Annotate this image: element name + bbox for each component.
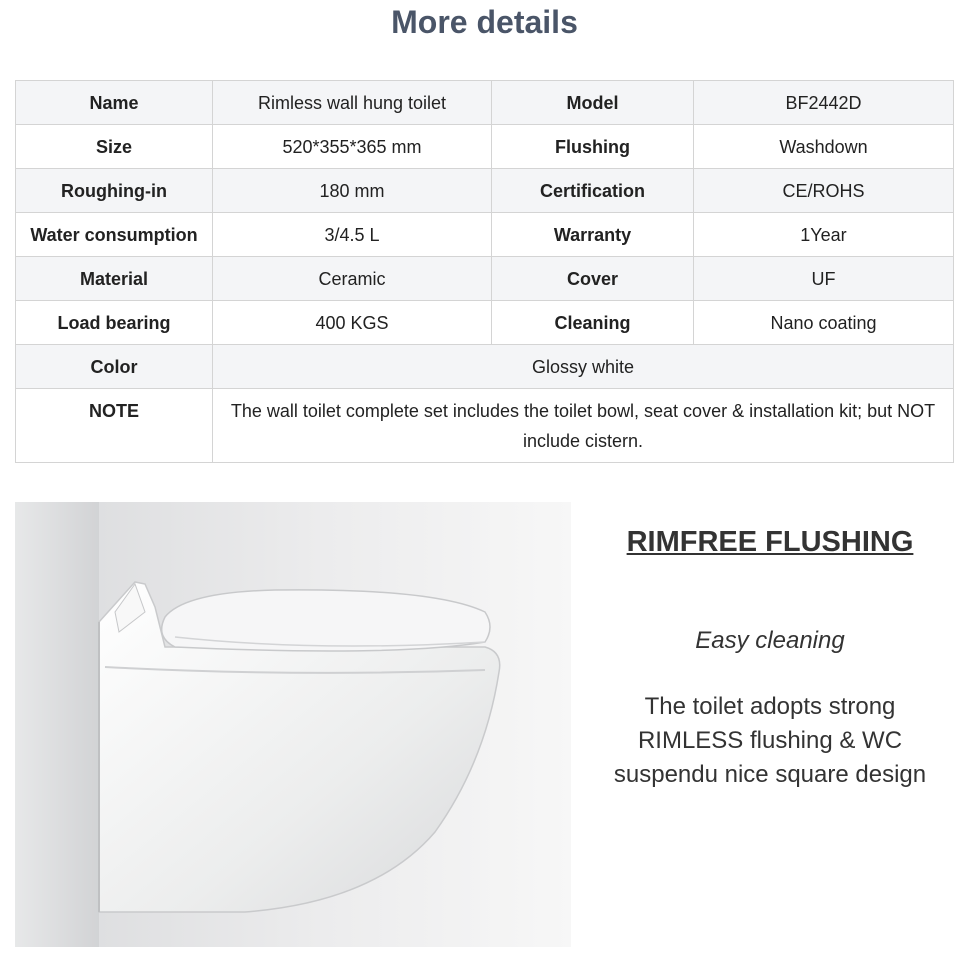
spec-value: Glossy white xyxy=(213,345,954,389)
spec-key: Color xyxy=(16,345,213,389)
table-row xyxy=(16,213,954,257)
spec-value: Washdown xyxy=(694,125,954,169)
table-row xyxy=(16,257,954,301)
product-photo xyxy=(15,502,571,947)
spec-key: Certification xyxy=(492,169,694,213)
table-row xyxy=(16,301,954,345)
spec-key: Name xyxy=(16,81,213,125)
feature-subtitle: Easy cleaning xyxy=(695,627,845,654)
spec-key: Flushing xyxy=(492,125,694,169)
spec-value: 1Year xyxy=(694,213,954,257)
feature-panel xyxy=(590,520,950,792)
table-row xyxy=(16,169,954,213)
table-row xyxy=(16,389,954,463)
spec-key: Material xyxy=(16,257,213,301)
spec-key: Load bearing xyxy=(16,301,213,345)
spec-value: 400 KGS xyxy=(213,301,492,345)
spec-value: 520*355*365 mm xyxy=(213,125,492,169)
spec-key: Roughing-in xyxy=(16,169,213,213)
note-text: The wall toilet complete set includes the toilet bowl, seat cover & installation kit; but NOT include cistern. xyxy=(213,389,954,463)
specs-table xyxy=(15,80,954,463)
spec-key: Model xyxy=(492,81,694,125)
spec-value: CE/ROHS xyxy=(694,169,954,213)
spec-value: 3/4.5 L xyxy=(213,213,492,257)
spec-key: Cover xyxy=(492,257,694,301)
spec-value: 180 mm xyxy=(213,169,492,213)
page-title: More details xyxy=(391,4,578,40)
spec-key: Water consumption xyxy=(16,213,213,257)
feature-title: RIMFREE FLUSHING xyxy=(626,526,914,558)
spec-value: BF2442D xyxy=(694,81,954,125)
spec-value: Nano coating xyxy=(694,301,954,345)
spec-value: UF xyxy=(694,257,954,301)
feature-description: The toilet adopts strong RIMLESS flushing & WC suspendu nice square design xyxy=(613,693,927,788)
table-row xyxy=(16,125,954,169)
spec-key: Cleaning xyxy=(492,301,694,345)
table-row xyxy=(16,345,954,389)
spec-key: NOTE xyxy=(16,389,213,463)
toilet-illustration xyxy=(15,502,571,947)
spec-value: Ceramic xyxy=(213,257,492,301)
spec-key: Warranty xyxy=(492,213,694,257)
table-row xyxy=(16,81,954,125)
spec-key: Size xyxy=(16,125,213,169)
spec-value: Rimless wall hung toilet xyxy=(213,81,492,125)
